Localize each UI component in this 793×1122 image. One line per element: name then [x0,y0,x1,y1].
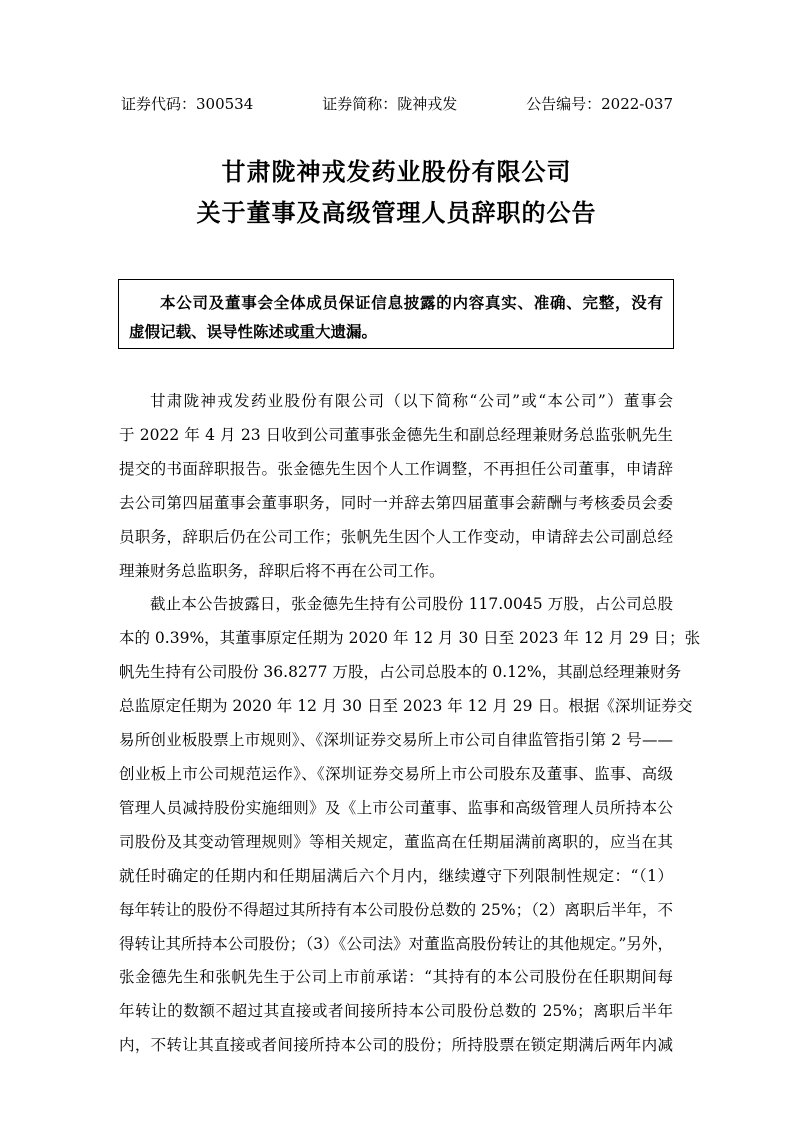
paragraph-line: 易所创业板股票上市规则》、《深圳证券交易所上市公司自律监管指引第 2 号—— [119,731,673,750]
paragraph-line: 管理人员减持股份实施细则》及《上市公司董事、监事和高级管理人员所持本公 [119,798,673,817]
paragraph-line: 司股份及其变动管理规则》等相关规定，董监高在任期届满前离职的，应当在其 [119,832,673,851]
paragraph-line: 本的 0.39%，其董事原定任期为 2020 年 12 月 30 日至 2023 年 12 月 29 日；张 [119,629,701,648]
statement-line: 虚假记载、误导性陈述或重大遗漏。 [129,322,378,341]
stock-code: 证券代码：300534 [121,95,254,113]
statement-line: 本公司及董事会全体成员保证信息披露的内容真实、准确、完整，没有 [160,293,663,312]
paragraph-line: 就任时确定的任期内和任期届满后六个月内，继续遵守下列限制性规定：“（1） [119,866,673,885]
paragraph-line: 创业板上市公司规范运作》、《深圳证券交易所上市公司股东及董事、监事、高级 [119,764,673,783]
paragraph-line: 帆先生持有公司股份 36.8277 万股，占公司总股本的 0.12%，其副总经理兼财务 [119,663,682,682]
notice-title: 关于董事及高级管理人员辞职的公告 [196,198,597,227]
paragraph-line: 截止本公告披露日，张金德先生持有公司股份 117.0045 万股，占公司总股 [150,595,673,614]
paragraph-line: 得转让其所持本公司股份；（3）《公司法》对董监高股份转让的其他规定。”另外， [119,934,673,953]
disclosure-statement-box [118,279,674,349]
paragraph-line: 去公司第四届董事会董事职务，同时一并辞去第四届董事会薪酬与考核委员会委 [119,493,673,512]
notice-number: 公告编号：2022-037 [526,95,673,113]
company-title: 甘肃陇神戎发药业股份有限公司 [221,157,572,186]
paragraph-line: 总监原定任期为 2020 年 12 月 30 日至 2023 年 12 月 29 日。根据《深圳证券交 [119,697,693,716]
paragraph-line: 于 2022 年 4 月 23 日收到公司董事张金德先生和副总经理兼财务总监张帆先生 [119,425,673,444]
stock-name: 证券简称：陇神戎发 [322,95,458,113]
paragraph [119,385,673,588]
paragraph-line: 理兼财务总监职务，辞职后将不再在公司工作。 [119,561,445,580]
paragraph [119,588,701,1063]
paragraph-line: 甘肃陇神戎发药业股份有限公司（以下简称“公司”或“本公司”）董事会 [150,392,673,410]
paragraph-line: 员职务，辞职后仍在公司工作；张帆先生因个人工作变动，申请辞去公司副总经 [119,527,673,546]
paragraph-line: 提交的书面辞职报告。张金德先生因个人工作调整，不再担任公司董事，申请辞 [119,459,673,478]
paragraph-line: 张金德先生和张帆先生于公司上市前承诺：“其持有的本公司股份在任职期间每 [119,968,673,987]
document-body [119,385,701,1063]
paragraph-line: 每年转让的股份不得超过其所持有本公司股份总数的 25%；（2）离职后半年，不 [119,900,673,919]
paragraph-line: 内，不转让其直接或者间接所持本公司的股份；所持股票在锁定期满后两年内减 [119,1036,673,1055]
paragraph-line: 年转让的数额不超过其直接或者间接所持本公司股份总数的 25%；离职后半年 [119,1002,673,1021]
document-header [121,93,673,114]
